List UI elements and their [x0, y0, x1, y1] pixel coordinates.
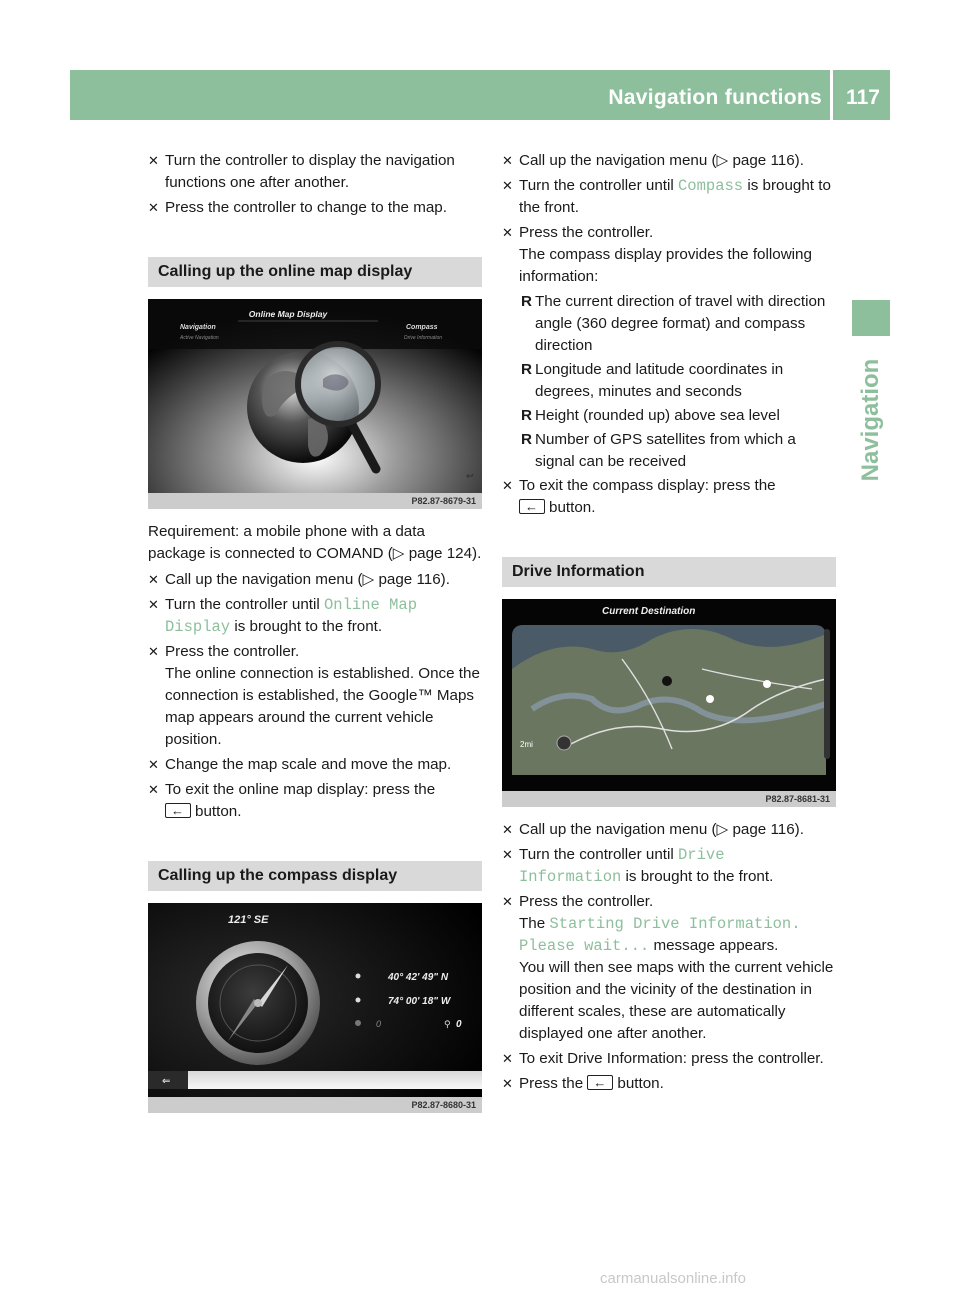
height-icon	[355, 1020, 361, 1026]
chapter-label: Navigation	[857, 358, 884, 482]
step-marker-icon: ✕	[502, 153, 513, 168]
satellite-icon: ⚲	[444, 1019, 451, 1029]
page-number: 117	[846, 86, 880, 109]
step-item: ✕ Turn the controller until Online Map Display is brought to the front.	[148, 596, 417, 636]
step-item: ✕ To exit Drive Information: press the controller.	[502, 1048, 836, 1070]
image-caption: P82.87-8681-31	[502, 791, 836, 807]
step-marker-icon: ✕	[148, 644, 159, 659]
vehicle-position-icon	[662, 676, 672, 686]
back-button-icon	[587, 1075, 613, 1090]
step-marker-icon: ✕	[502, 478, 513, 493]
step-item: ✕ Turn the controller until Compass is brought to the front.	[502, 177, 831, 216]
latitude-value: 40° 42' 49" N	[388, 972, 449, 983]
step-marker-icon: ✕	[502, 822, 513, 837]
step-item: ✕ Call up the navigation menu (▷ page 116).	[148, 569, 482, 591]
online-map-tab-compass-sub: Drive Information	[404, 335, 443, 341]
step-item: ✕ Call up the navigation menu (▷ page 116).	[502, 819, 836, 841]
message-code: Starting Drive Information. Please wait...	[519, 915, 801, 955]
menu-item-code: Drive Information	[519, 846, 725, 886]
list-item: R Number of GPS satellites from which a signal can be received	[521, 431, 796, 470]
height-value: 0	[376, 1019, 382, 1029]
compass-screenshot	[148, 903, 482, 1113]
online-map-illustration	[148, 299, 482, 509]
chapter-tab	[852, 300, 890, 336]
step-marker-icon: ✕	[148, 757, 159, 772]
list-item: R Height (rounded up) above sea level	[521, 407, 780, 424]
back-button-icon	[165, 803, 191, 818]
step-marker-icon: ✕	[148, 782, 159, 797]
back-icon: ⇐	[162, 1076, 171, 1087]
step-marker-icon: ✕	[148, 597, 159, 612]
section-heading-drive-info: Drive Information	[502, 557, 836, 587]
step-item: ✕ To exit the online map display: press the ←button.	[148, 779, 482, 823]
watermark: carmanualsonline.info	[600, 1270, 746, 1287]
list-item: R The current direction of travel with direction angle (360 degree format) and compass direction	[521, 293, 826, 354]
step-item: ✕ Turn the controller to display the navigation functions one after another.	[148, 152, 455, 191]
step-marker-icon: ✕	[148, 153, 159, 168]
online-map-tab-navigation-sub: Active Navigation	[180, 335, 219, 341]
list-item: R Longitude and latitude coordinates in degrees, minutes and seconds	[521, 361, 784, 400]
step-marker-icon: ✕	[502, 225, 513, 240]
header-separator	[830, 70, 833, 120]
step-marker-icon: ✕	[148, 572, 159, 587]
step-item: ✕ Press the controller. The compass display provides the following information:	[502, 224, 812, 285]
map-scale: 2mi	[520, 740, 533, 749]
online-map-tab-navigation: Navigation	[180, 324, 216, 331]
step-item: ✕ Turn the controller until Drive Information is brought to the front.	[502, 846, 774, 886]
compass-small-icon	[557, 736, 571, 750]
step-item: ✕ Call up the navigation menu (▷ page 116).	[502, 150, 836, 172]
step-marker-icon: ✕	[502, 178, 513, 193]
back-button-icon	[519, 499, 545, 514]
right-column	[502, 150, 836, 1098]
image-caption: P82.87-8680-31	[148, 1097, 482, 1113]
drive-info-map-illustration	[502, 599, 836, 807]
step-marker-icon: ✕	[502, 1051, 513, 1066]
step-marker-icon: ✕	[502, 847, 513, 862]
step-item: ✕ Press the controller. The online connection is established. Once the connection is established, the Google™ Maps map appears around the current vehicle position.	[148, 643, 480, 748]
longitude-value: 74° 00' 18" W	[388, 996, 451, 1007]
compass-heading-value: 121° SE	[228, 914, 269, 926]
step-item: ✕ Press the controller to change to the map.	[148, 197, 482, 219]
step-item: ✕ Press the controller. The Starting Drive Information. Please wait... message appears. You will then see maps with the current vehicle position and the vicinity of the destination in different scales, these are automatically displayed one after another.	[502, 893, 834, 1042]
latitude-icon	[356, 974, 361, 979]
menu-item-code: Online Map Display	[165, 596, 417, 636]
left-column	[148, 150, 482, 1125]
step-item: ✕ Change the map scale and move the map.	[148, 754, 482, 776]
back-icon: ↩	[466, 471, 474, 481]
step-item: ✕ Press the ← button.	[502, 1073, 836, 1095]
compass-illustration	[148, 903, 482, 1113]
requirement-text: Requirement: a mobile phone with a data package is connected to COMAND (▷ page 124).	[148, 523, 482, 562]
step-marker-icon: ✕	[502, 894, 513, 909]
online-map-screen-title: Online Map Display	[248, 309, 328, 319]
page-header-title: Navigation functions	[608, 86, 822, 109]
online-map-tab-compass: Compass	[406, 324, 438, 331]
section-heading-compass: Calling up the compass display	[148, 861, 482, 891]
step-marker-icon: ✕	[502, 1076, 513, 1091]
drive-info-screen-title: Current Destination	[602, 606, 696, 617]
menu-item-code: Compass	[677, 177, 744, 195]
image-caption: P82.87-8679-31	[148, 493, 482, 509]
online-map-screenshot	[148, 299, 482, 509]
drive-info-screenshot	[502, 599, 836, 807]
section-heading-online-map: Calling up the online map display	[148, 257, 482, 287]
step-item: ✕ To exit the compass display: press the ←button.	[502, 475, 836, 519]
map-scrollbar	[824, 629, 830, 759]
longitude-icon	[356, 998, 361, 1003]
satellite-count: 0	[456, 1019, 462, 1030]
step-marker-icon: ✕	[148, 200, 159, 215]
